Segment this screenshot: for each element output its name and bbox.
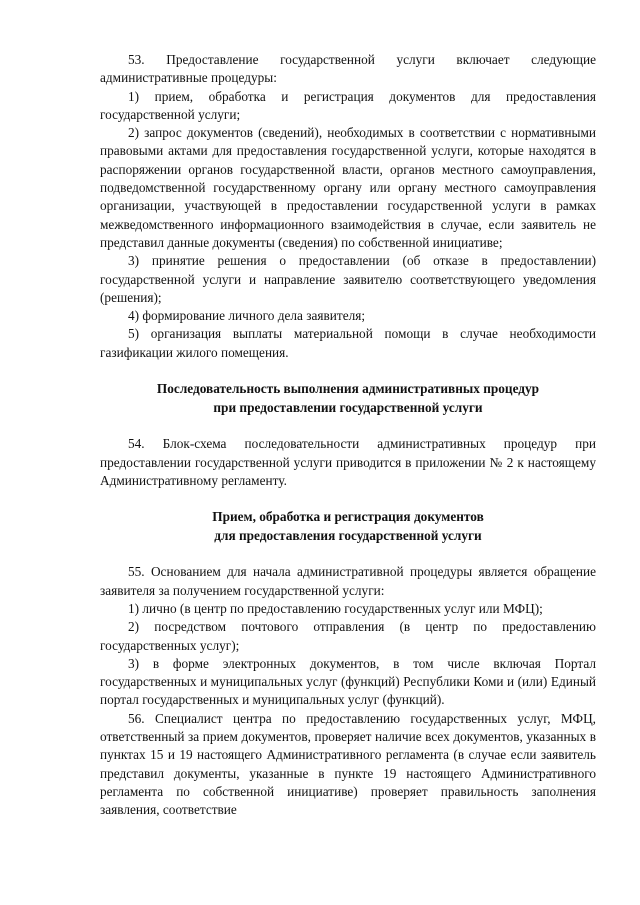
- paragraph: 4) формирование личного дела заявителя;: [128, 308, 366, 324]
- paragraph: 3) принятие решения о предоставлении (об отказе в предоставлении) государственной услуги и направление заявителю соответствующего уведомления (решения);: [100, 253, 596, 305]
- section-heading: [100, 508, 596, 545]
- paragraph: 2) посредством почтового отправления (в центр по предоставлению государственных услуг);: [100, 619, 596, 653]
- paragraph: 56. Специалист центра по предоставлению государственных услуг, МФЦ, ответственный за прием документов, проверяет наличие всех документов, указанных в пунктах 15 и 19 настоящего Административного регламента (в случае если заявитель представил документы, указанные в пункте 19 настоящего Административного регламента по собственной инициативе) проверяет правильность заполнения заявления, соответствие: [100, 710, 596, 818]
- paragraph: 55. Основанием для начала административной процедуры является обращение заявителя за получением государственной услуги:: [100, 564, 596, 598]
- spacer: [100, 490, 596, 508]
- section-heading-line: для предоставления государственной услуги: [214, 527, 482, 543]
- paragraph: 1) лично (в центр по предоставлению государственных услуг или МФЦ);: [128, 600, 543, 616]
- paragraph: 53. Предоставление государственной услуги включает следующие административные процедуры:: [100, 52, 596, 86]
- paragraph: 1) прием, обработка и регистрация документов для предоставления государственной услуги;: [100, 88, 596, 122]
- paragraph: 2) запрос документов (сведений), необходимых в соответствии с нормативными правовыми актами для предоставления государственной услуги, которые находятся в распоряжении органов государственной власти, органов местного самоуправления, подведомственной государственному органу или органу местного самоуправления организации, участвующей в предоставлении государственной услуги в рамках межведомственного информационного взаимодействия в случае, если заявитель не представил данные документы (сведения) по собственной инициативе;: [100, 125, 596, 250]
- spacer: [100, 545, 596, 563]
- section-heading-line: Последовательность выполнения административных процедур: [156, 381, 540, 397]
- spacer: [100, 362, 596, 380]
- section-heading-line: Прием, обработка и регистрация документов: [212, 509, 484, 525]
- spacer: [100, 417, 596, 435]
- paragraph: 3) в форме электронных документов, в том числе включая Портал государственных и муниципальных услуг (функций) Республики Коми и (или) Единый портал государственных и муниципальных услуг (функций).: [100, 655, 596, 708]
- paragraph: 54. Блок-схема последовательности административных процедур при предоставлении государственной услуги приводится в приложении № 2 к настоящему Административному регламенту.: [100, 436, 596, 488]
- paragraph: 5) организация выплаты материальной помощи в случае необходимости газификации жилого помещения.: [100, 326, 596, 360]
- document-text: [100, 51, 596, 819]
- section-heading-line: при предоставлении государственной услуги: [213, 399, 483, 415]
- section-heading: [100, 380, 596, 417]
